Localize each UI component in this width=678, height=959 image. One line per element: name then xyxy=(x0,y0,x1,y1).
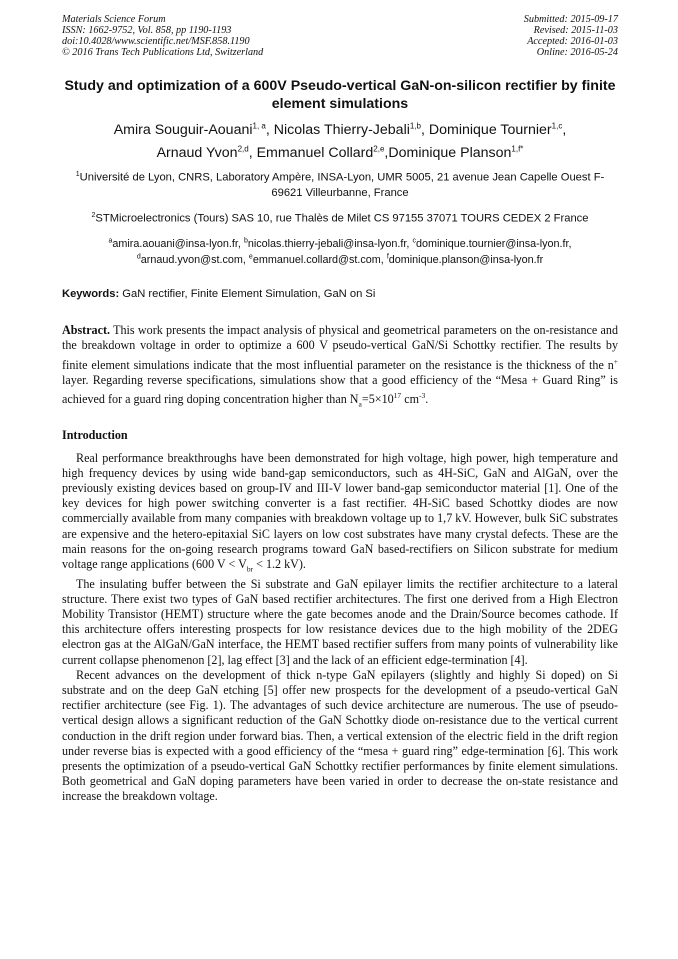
section-heading-introduction: Introduction xyxy=(62,427,128,442)
paper-page xyxy=(62,14,618,805)
keywords-text: GaN rectifier, Finite Element Simulation, GaN on Si xyxy=(119,288,376,301)
abstract-label: Abstract. xyxy=(62,323,111,338)
affiliation-2: $^2$STMicroelectronics (Tours) SAS 10, rue Thalès de Milet CS 97155 37071 TOURS CEDEX 2 France xyxy=(91,212,589,225)
revised-date: Revised: 2015-11-03 xyxy=(533,25,618,36)
publication-dates xyxy=(524,14,618,58)
doi-line: doi:10.4028/www.scientific.net/MSF.858.1190 xyxy=(62,36,250,47)
running-header xyxy=(62,14,618,58)
email-link[interactable]: $^f$dominique.planson@insa-lyon.fr xyxy=(386,253,544,267)
intro-paragraph-3: Recent advances on the development of thick n-type GaN epilayers (slightly and highly Si doped) on Si substrate and on the deep GaN etching [5] offer new prospects for the development of a pseudo-vertical GaN rectifier architecture (see Fig. 1). The advantages of such device architecture are numerous. The use of pseudo-vertical design allows a significant reduction of the GaN Schottky diode on-resistance due to the vertical current conduction in the drift region under forward bias. Then, a vertical extension of the electric field in the drift region under reverse bias is expected with a good efficiency of the “mesa + guard ring” edge-termination [6]. This work presents the optimization of a pseudo-vertical GaN Schottky rectifier performances by finite element simulations. Both geometrical and GaN doping parameters have been varied in order to decrease the on-state resistance and increase the breakdown voltage. xyxy=(62,667,618,804)
affiliation-1: $^1$Université de Lyon, CNRS, Laboratory Ampère, INSA-Lyon, UMR 5005, 21 avenue Jean Capelle Ouest F-69621 Villeurbanne, France xyxy=(75,171,605,200)
email-link[interactable]: $^e$emmanuel.collard@st.com, xyxy=(248,253,387,267)
keywords-label: Keywords: xyxy=(62,288,120,301)
author: Arnaud Yvon$^{2,d}$, xyxy=(156,144,257,162)
issn-line: ISSN: 1662-9752, Vol. 858, pp 1190-1193 xyxy=(62,25,232,36)
email-link[interactable]: $^d$arnaud.yvon@st.com, xyxy=(136,253,249,267)
author: Nicolas Thierry-Jebali$^{1,b}$, xyxy=(273,121,429,138)
email-link[interactable]: $^b$nicolas.thierry-jebali@insa-lyon.fr, xyxy=(243,236,413,250)
author: Dominique Tournier$^{1,c}$, xyxy=(428,121,567,138)
abstract: Abstract. This work presents the impact analysis of physical and geometrical parameters on the on-resistance and the breakdown voltage in order to optimize a 600 V pseudo-vertical GaN/Si Schottky rectifier. The results by finite element simulations indicate that the most influential parameter on the resistance is the thickness of the n+ layer. Regarding reverse specifications, simulations show that a good efficiency of the “Mesa + Guard Ring” is achieved for a guard ring doping concentration higher than $N_a=5\times 10^{17}$ $cm^{-3}$. xyxy=(62,323,618,409)
online-date: Online: 2016-05-24 xyxy=(536,47,618,58)
author-list xyxy=(62,116,618,163)
email-link[interactable]: $^a$amira.aouani@insa-lyon.fr, xyxy=(108,236,244,250)
author: Dominique Planson$^{1,f*}$ xyxy=(388,144,524,162)
author-emails xyxy=(62,234,618,267)
intro-paragraph-1: Real performance breakthroughs have been demonstrated for high voltage, high power, high temperature and high frequency devices by using wide band-gap semiconductors, such as 4H-SiC, GaN and AlGaN, over the previously existing devices based on group-IV and III-V lower band-gap semiconductor material [1]. One of the key devices for high power switching converter is a fast rectifier. 4H-SiC based Schottky diodes are now commercially available from many companies with breakdown voltage up to 1,7 kV. However, bulk SiC substrates are expensive and the hetero-epitaxial SiC layers on low cost substrates have many crystal defects. These are the main reasons for the on-going research programs toward GaN based-rectifiers on Silicon substrate for medium voltage range applications (600 $V < V_{br} < 1.2$ kV). xyxy=(62,450,618,574)
accepted-date: Accepted: 2016-01-03 xyxy=(527,36,618,47)
email-link[interactable]: $^c$dominique.tournier@insa-lyon.fr, xyxy=(412,236,572,250)
publication-info xyxy=(62,14,263,58)
keywords xyxy=(62,287,618,301)
author: Emmanuel Collard$^{2,e}$, xyxy=(256,144,389,162)
intro-paragraph-2: The insulating buffer between the Si substrate and GaN epilayer limits the rectifier architecture to a lateral structure. There exist two types of GaN based rectifier architectures. The first one derived from a High Electron Mobility Transistor (HEMT) structure where the gate becomes anode and the Drain/Source becomes cathode. If this architecture offers interesting prospects for low resistance devices due to the high mobility of the 2DEG electron gas at the AlGaN/GaN interface, the HEMT based rectifier suffers from many points of vulnerability like current collapse phenomenon [2], lag effect [3] and the lack of an efficient edge-termination [4]. xyxy=(62,576,618,667)
journal-name: Materials Science Forum xyxy=(62,14,166,25)
author: Amira Souguir-Aouani$^{1, a}$, xyxy=(113,121,274,138)
paper-title: Study and optimization of a 600V Pseudo-vertical GaN-on-silicon rectifier by finite element simulations xyxy=(64,78,616,112)
copyright-line: © 2016 Trans Tech Publications Ltd, Switzerland xyxy=(62,47,264,58)
submitted-date: Submitted: 2015-09-17 xyxy=(523,14,618,25)
